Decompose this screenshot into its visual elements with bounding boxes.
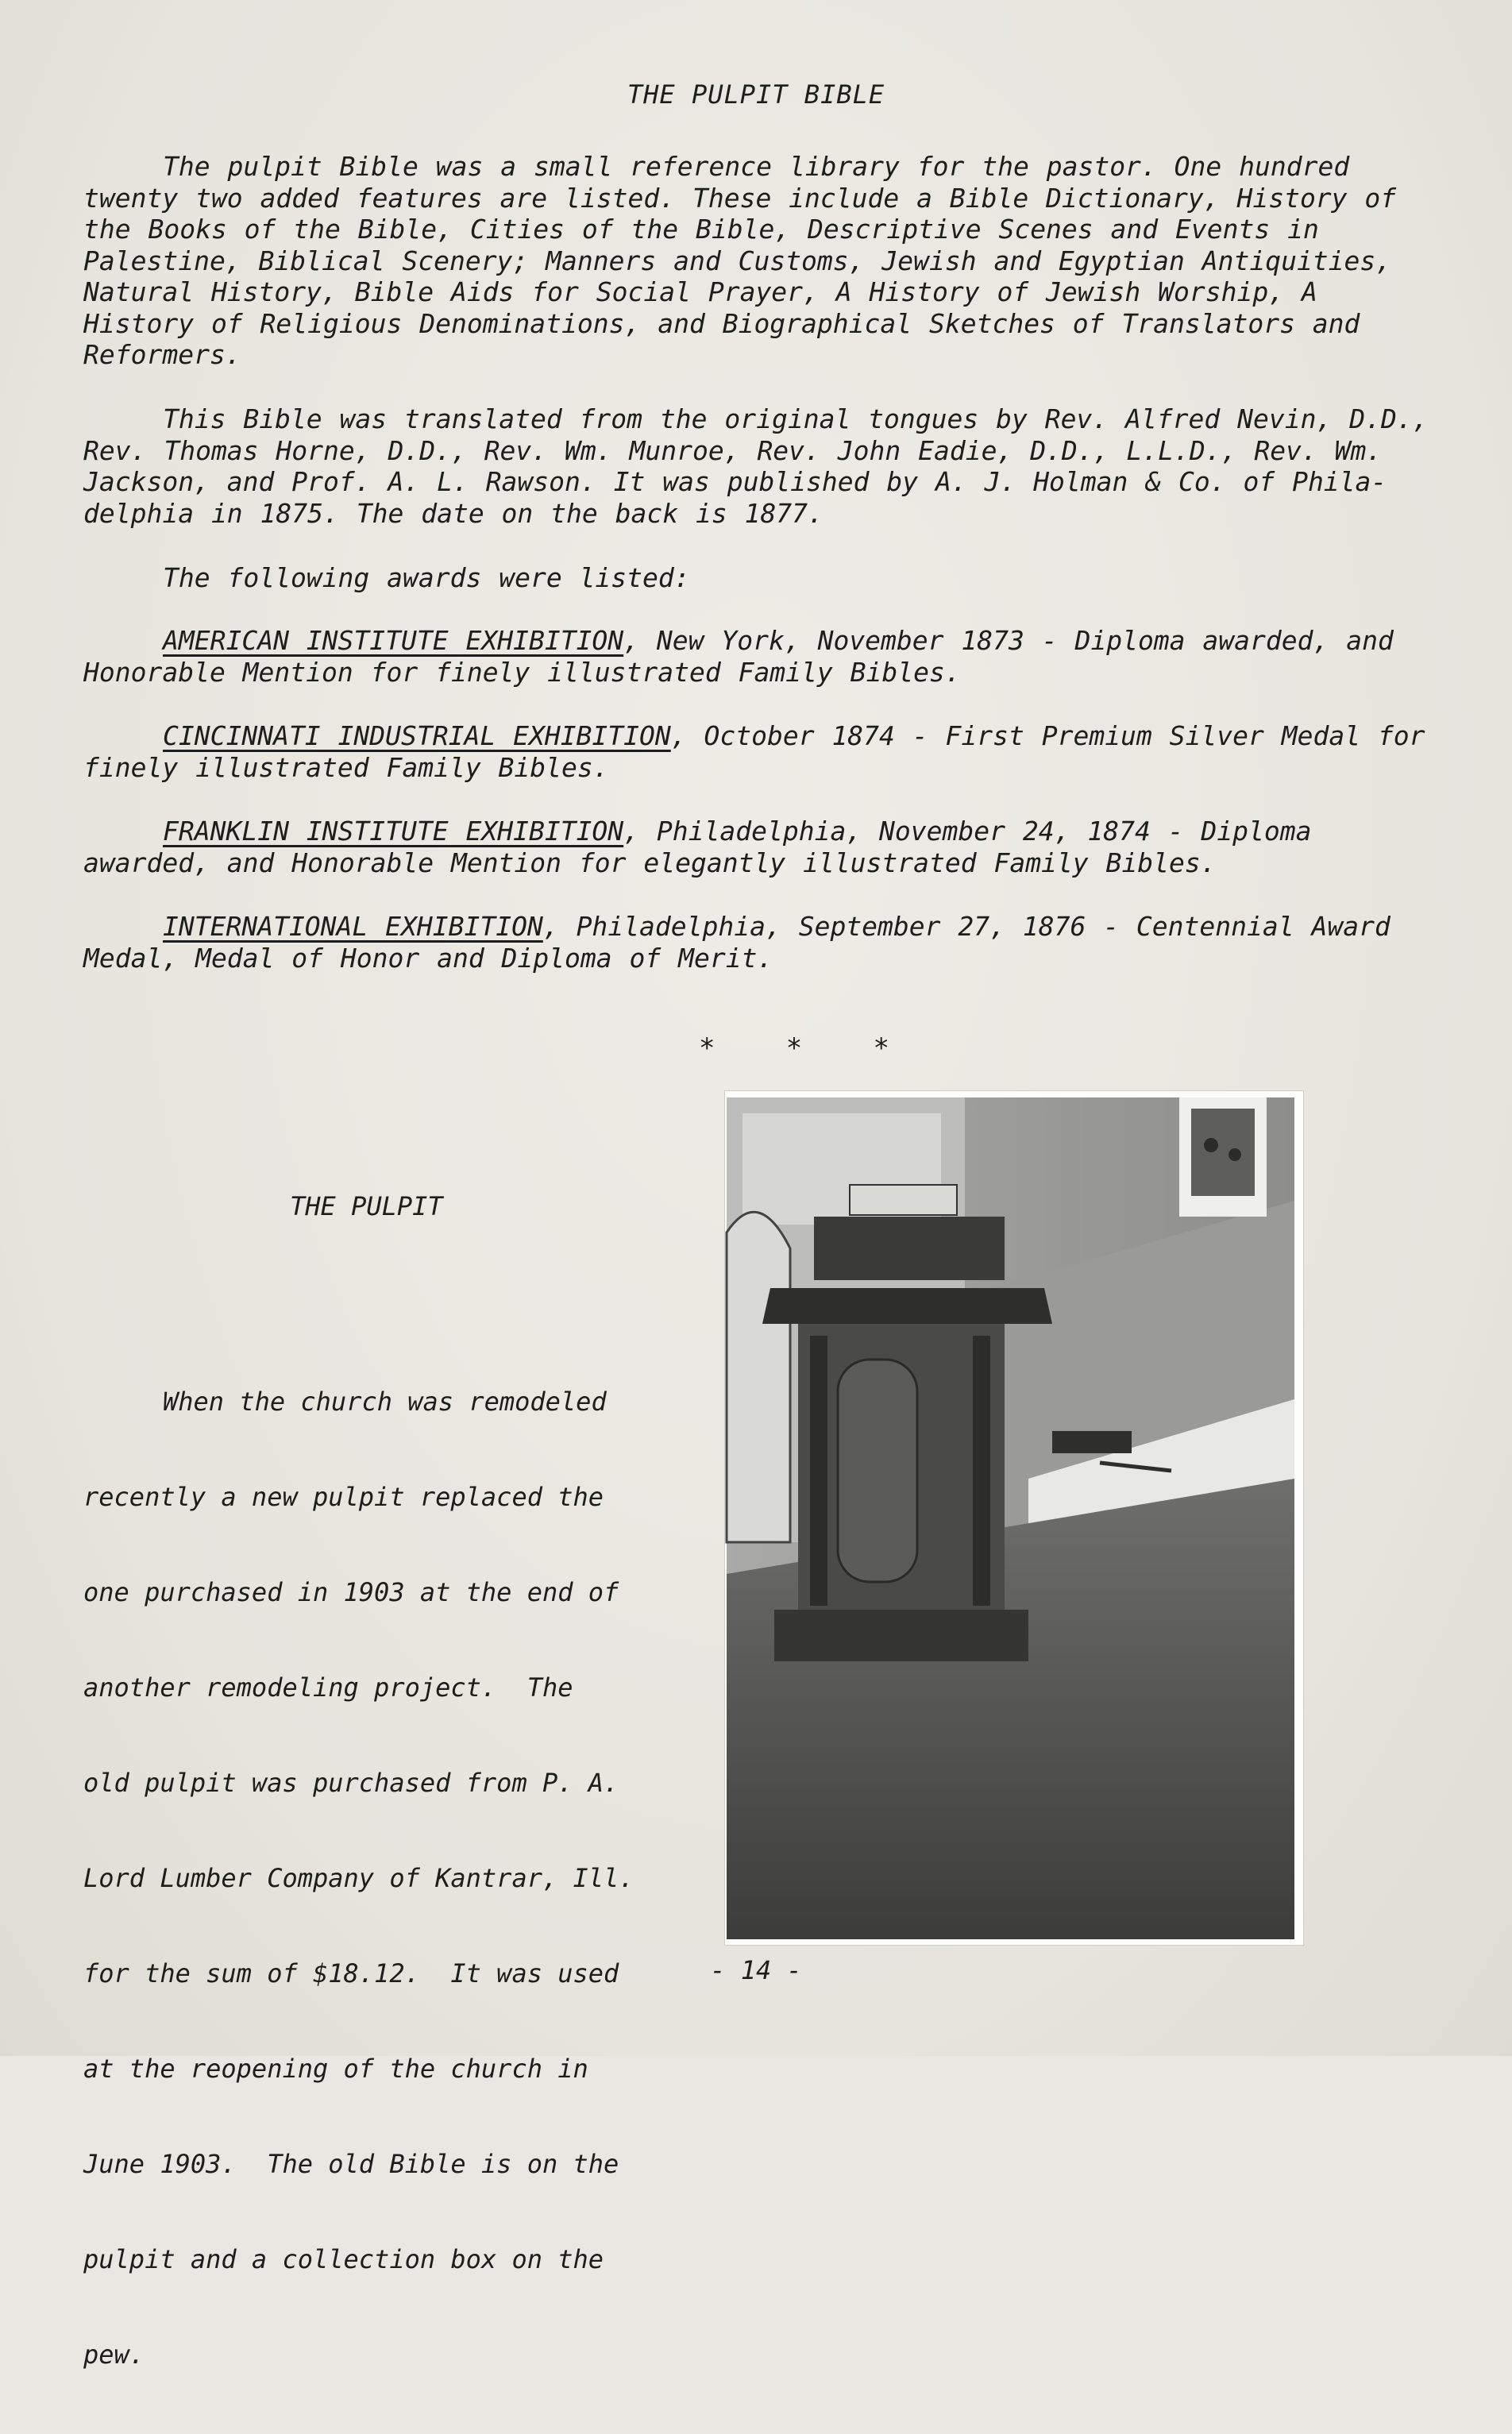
awards-intro: The following awards were listed: (163, 562, 690, 593)
pulpit-line: old pulpit was purchased from P. A. (83, 1768, 619, 1798)
award-name: INTERNATIONAL EXHIBITION (163, 911, 543, 942)
pulpit-photograph (724, 1090, 1304, 1946)
award-entry (83, 816, 1433, 878)
pulpit-line: recently a new pulpit replaced the (83, 1482, 604, 1512)
award-entry (83, 911, 1433, 974)
pulpit-heading: THE PULPIT (290, 1191, 443, 1221)
pulpit-line: another remodeling project. The (83, 1672, 573, 1703)
award-text: , Philadelphia, November 24, 1874 - Diploma awarded, and Honorable Mention for elegantly illustrated Family Bibles. (83, 816, 1312, 878)
pulpit-line: at the reopening of the church in (83, 2054, 588, 2084)
award-name: FRANKLIN INSTITUTE EXHIBITION (163, 816, 624, 847)
pulpit-line: for the sum of $18.12. It was used (83, 1958, 619, 1988)
separator-star: * (785, 1032, 803, 1064)
pulpit-line: pew. (83, 2339, 145, 2370)
award-text: , New York, November 1873 - Diploma awarded, and Honorable Mention for finely illustrated Family Bibles. (83, 625, 1394, 688)
award-entry (83, 720, 1433, 783)
separator-star: * (699, 1032, 716, 1064)
pulpit-line: one purchased in 1903 at the end of (83, 1577, 619, 1607)
separator-star: * (873, 1032, 889, 1064)
pulpit-line: pulpit and a collection box on the (83, 2244, 604, 2274)
page-number: - 14 - (710, 1955, 802, 1985)
pulpit-text (83, 1322, 719, 2434)
pulpit-line: Lord Lumber Company of Kantrar, Ill. (83, 1863, 634, 1893)
page-title: THE PULPIT BIBLE (627, 79, 885, 110)
translation-paragraph: This Bible was translated from the original tongues by Rev. Alfred Nevin, D.D., Rev. Thomas Horne, D.D., Rev. Wm. Munroe, Rev. John Eadie, D.D., L.L.D., Rev. Wm. Jackson, and Prof. A. L. Rawson. It was published by A. J. Holman & Co. of Phila-delphia in 1875. The date on the back is 1877. (83, 403, 1429, 529)
intro-paragraph: The pulpit Bible was a small reference library for the pastor. One hundred twenty two added features are listed. These include a Bible Dictionary, History of the Books of the Bible, Cities of the Bible, Descriptive Scenes and Events in Palestine, Biblical Scenery; Manners and Customs, Jewish and Egyptian Antiquities, Natural History, Bible Aids for Social Prayer, A History of Jewish Worship, A History of Religious Denominations, and Biographical Sketches of Translators and Reformers. (83, 151, 1397, 370)
award-name: CINCINNATI INDUSTRIAL EXHIBITION (163, 720, 671, 751)
pulpit-line: When the church was remodeled (163, 1387, 607, 1417)
pulpit-line: June 1903. The old Bible is on the (83, 2149, 619, 2179)
section-separator (699, 1032, 889, 1064)
award-name: AMERICAN INSTITUTE EXHIBITION (163, 625, 624, 656)
award-entry (83, 625, 1433, 688)
award-text: , Philadelphia, September 27, 1876 - Centennial Award Medal, Medal of Honor and Diploma of Merit. (83, 911, 1390, 974)
award-text: , October 1874 - First Premium Silver Medal for finely illustrated Family Bibles. (83, 720, 1425, 783)
